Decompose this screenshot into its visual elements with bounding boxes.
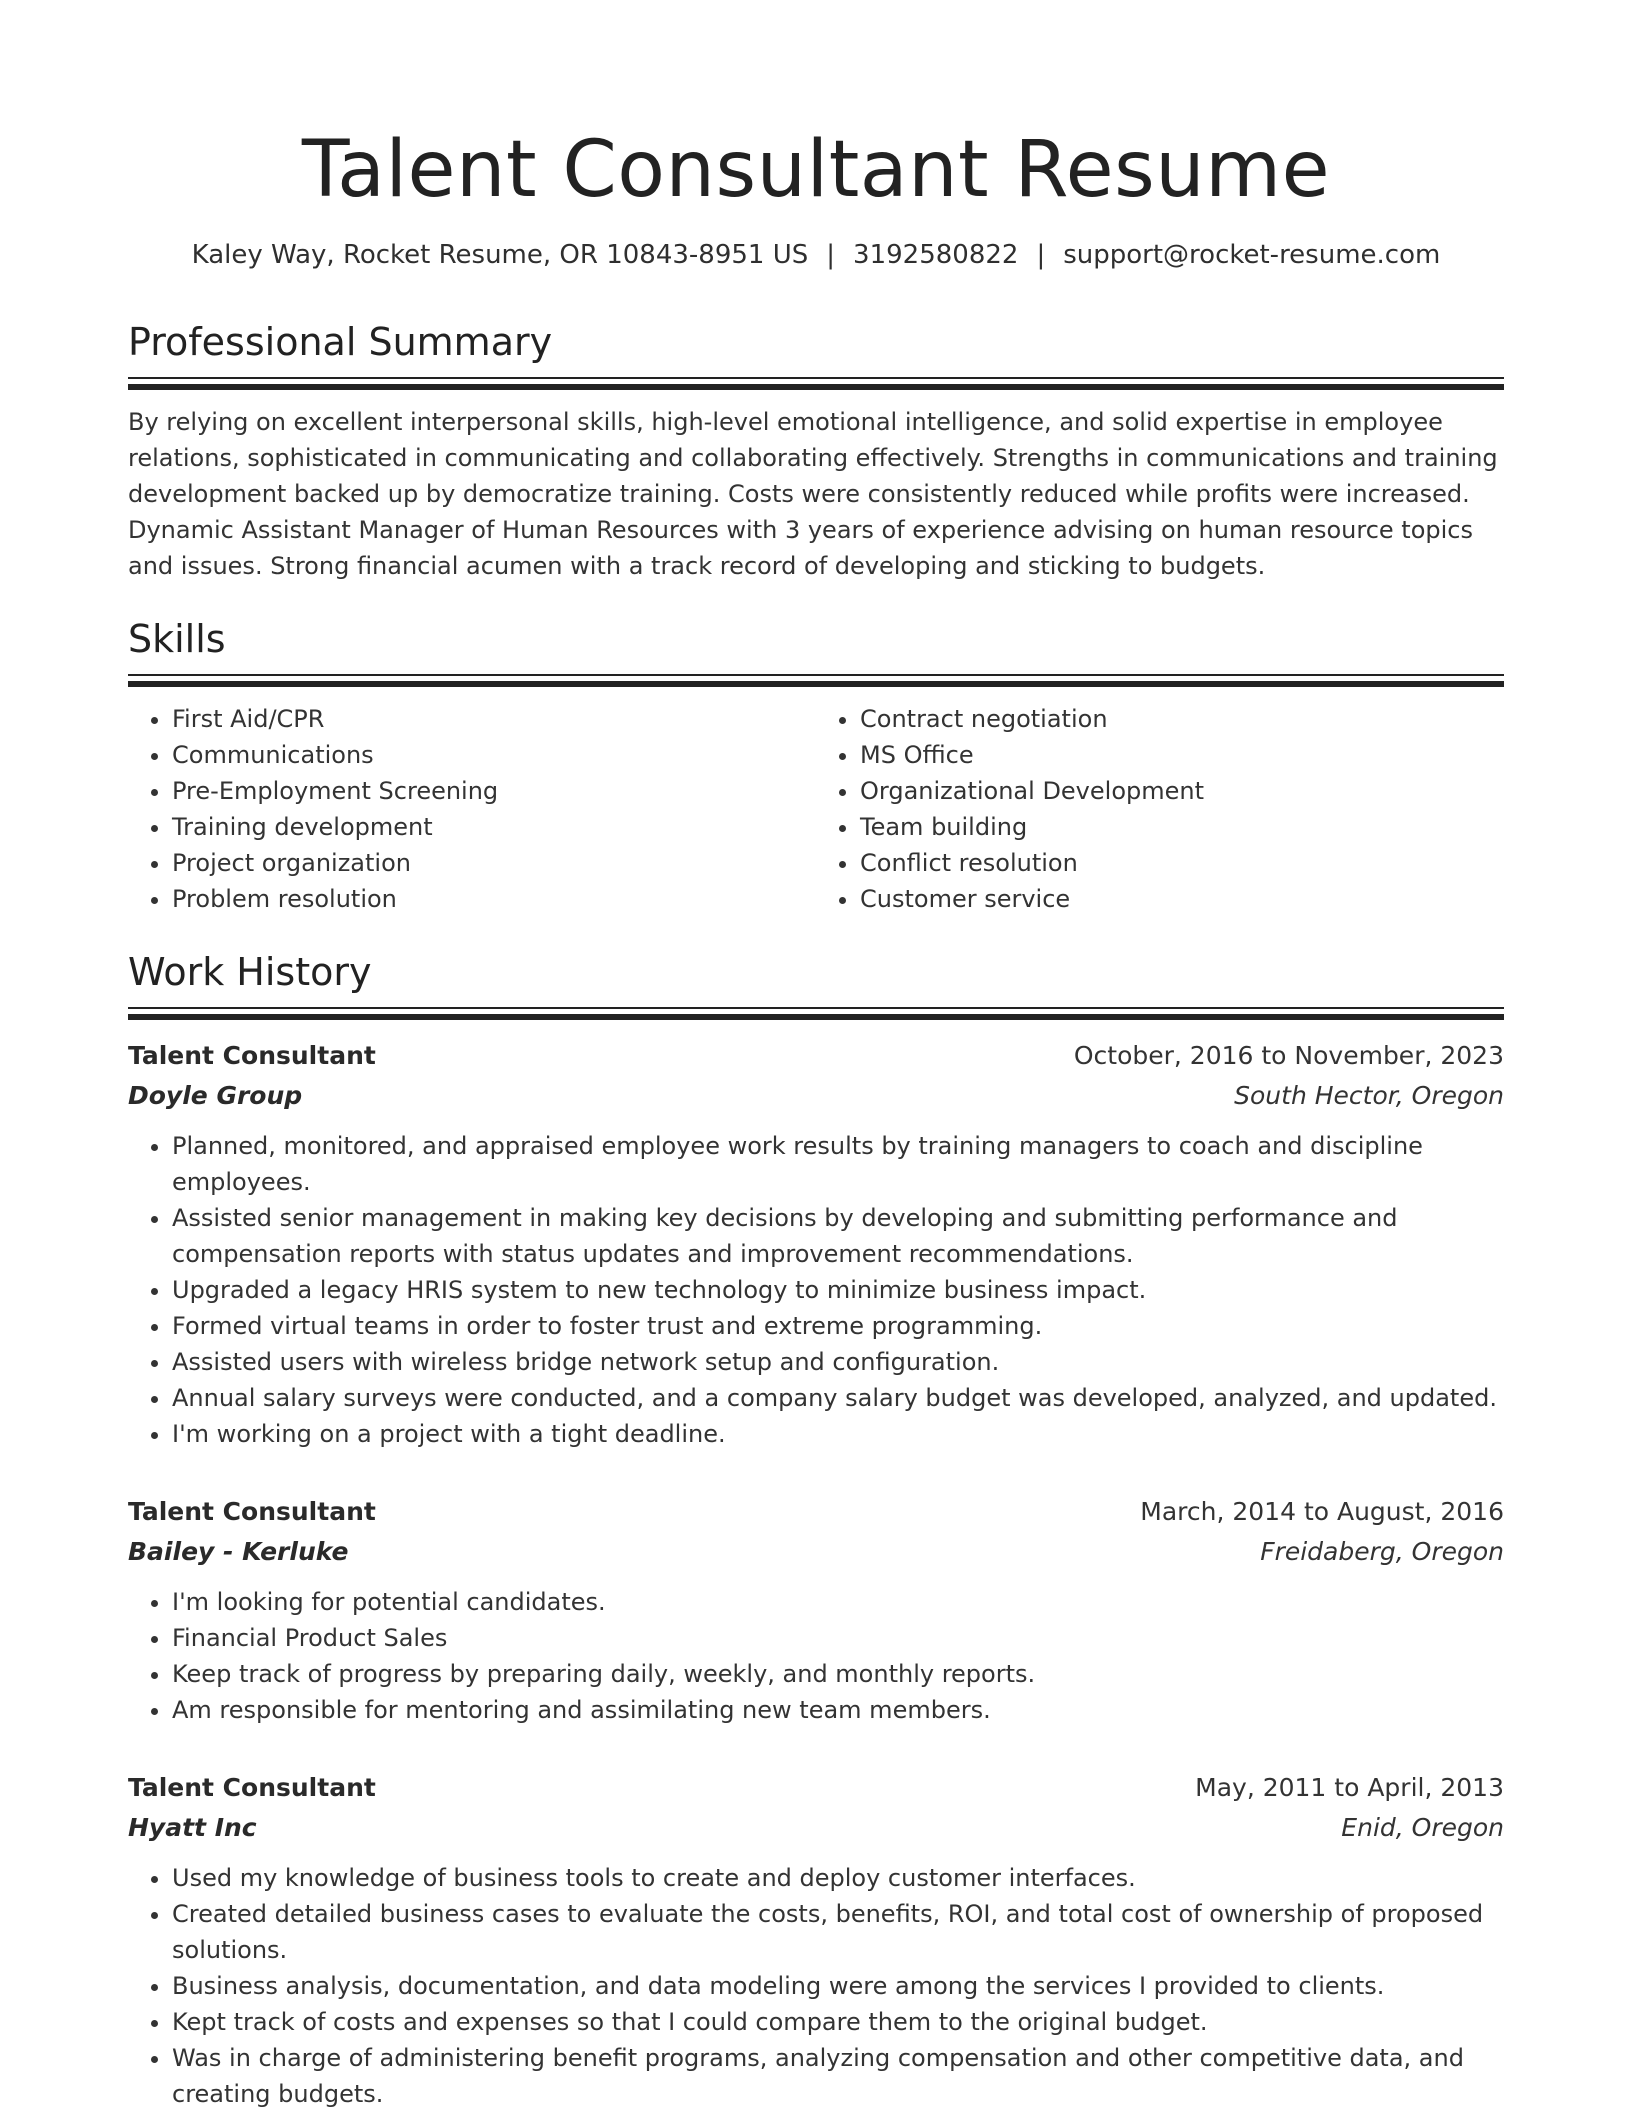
skill-item: • Customer service <box>860 881 1504 917</box>
job-dates: May, 2011 to April, 2013 <box>1195 1773 1504 1802</box>
job-bullet: • Assisted users with wireless bridge network setup and configuration. <box>172 1344 1504 1380</box>
section-divider-thick <box>128 384 1504 390</box>
work-history-section <box>128 947 1504 2112</box>
job-bullets <box>128 1860 1504 2112</box>
skill-item: • Conflict resolution <box>860 845 1504 881</box>
job-location: Enid, Oregon <box>1341 1813 1504 1842</box>
job-dates: March, 2014 to August, 2016 <box>1140 1497 1504 1526</box>
summary-heading: Professional Summary <box>128 320 553 364</box>
job-company: Bailey - Kerluke <box>128 1537 349 1566</box>
section-divider <box>128 674 1504 676</box>
job-bullets <box>128 1584 1504 1728</box>
job-location: South Hector, Oregon <box>1234 1081 1504 1110</box>
contact-phone: 3192580822 <box>853 240 1019 270</box>
job-entry <box>128 1770 1504 2112</box>
job-dates: October, 2016 to November, 2023 <box>1073 1041 1504 1070</box>
job-bullet: • Formed virtual teams in order to foster trust and extreme programming. <box>172 1308 1504 1344</box>
skill-item: • Pre-Employment Screening <box>172 773 816 809</box>
job-bullet: • Kept track of costs and expenses so that I could compare them to the original budget. <box>172 2004 1504 2040</box>
job-bullet: • Planned, monitored, and appraised employee work results by training managers to coach and discipline employees. <box>172 1128 1504 1200</box>
section-divider-thick <box>128 681 1504 687</box>
job-bullet: • Used my knowledge of business tools to create and deploy customer interfaces. <box>172 1860 1504 1896</box>
skill-item: • Project organization <box>172 845 816 881</box>
skill-item: • Training development <box>172 809 816 845</box>
section-divider <box>128 1007 1504 1009</box>
job-bullet: • I'm working on a project with a tight deadline. <box>172 1416 1504 1452</box>
skills-heading: Skills <box>128 617 226 661</box>
job-company-row <box>128 1074 1504 1114</box>
job-title: Talent Consultant <box>128 1773 376 1802</box>
summary-section <box>128 317 1504 584</box>
job-entry <box>128 1494 1504 1728</box>
job-bullet: • Am responsible for mentoring and assimilating new team members. <box>172 1692 1504 1728</box>
job-bullet: • Upgraded a legacy HRIS system to new technology to minimize business impact. <box>172 1272 1504 1308</box>
skill-item: • Team building <box>860 809 1504 845</box>
job-header-row <box>128 1494 1504 1530</box>
section-divider <box>128 377 1504 379</box>
job-bullets <box>128 1128 1504 1452</box>
job-bullet: • Was in charge of administering benefit programs, analyzing compensation and other competitive data, and creating budgets. <box>172 2040 1504 2112</box>
job-bullet: • I'm looking for potential candidates. <box>172 1584 1504 1620</box>
contact-separator: | <box>1036 240 1046 270</box>
skills-columns <box>128 701 1504 917</box>
summary-text: By relying on excellent interpersonal skills, high-level emotional intelligence, and solid expertise in employee relations, sophisticated in communicating and collaborating effectively. Strengths in communications and training development backed up by democratize training. Costs were consistently reduced while profits were increased. Dynamic Assistant Manager of Human Resources with 3 years of experience advising on human resource topics and issues. Strong financial acumen with a track record of developing and sticking to budgets. <box>128 408 1498 580</box>
section-divider-thick <box>128 1014 1504 1020</box>
contact-address: Kaley Way, Rocket Resume, OR 10843-8951 US <box>191 240 809 270</box>
job-entry <box>128 1038 1504 1452</box>
job-company: Hyatt Inc <box>128 1813 257 1842</box>
skill-item: • Organizational Development <box>860 773 1504 809</box>
skill-item: • Problem resolution <box>172 881 816 917</box>
skills-section <box>128 614 1504 917</box>
job-location: Freidaberg, Oregon <box>1260 1537 1504 1566</box>
work-history-heading: Work History <box>128 950 372 994</box>
skill-item: • MS Office <box>860 737 1504 773</box>
job-header-row <box>128 1038 1504 1074</box>
skill-item: • Contract negotiation <box>860 701 1504 737</box>
skills-list-left <box>128 701 816 917</box>
job-header-row <box>128 1770 1504 1806</box>
job-bullet: • Created detailed business cases to evaluate the costs, benefits, ROI, and total cost of ownership of proposed solutions. <box>172 1896 1504 1968</box>
contact-separator: | <box>826 240 836 270</box>
contact-email: support@rocket-resume.com <box>1063 240 1441 270</box>
job-bullet: • Keep track of progress by preparing daily, weekly, and monthly reports. <box>172 1656 1504 1692</box>
job-title: Talent Consultant <box>128 1497 376 1526</box>
skill-item: • Communications <box>172 737 816 773</box>
resume-title: Talent Consultant Resume <box>301 125 1331 215</box>
job-bullet: • Financial Product Sales <box>172 1620 1504 1656</box>
job-company: Doyle Group <box>128 1081 303 1110</box>
job-bullet: • Annual salary surveys were conducted, and a company salary budget was developed, analyzed, and updated. <box>172 1380 1504 1416</box>
contact-line <box>128 238 1504 272</box>
job-company-row <box>128 1806 1504 1846</box>
job-company-row <box>128 1530 1504 1570</box>
job-bullet: • Assisted senior management in making key decisions by developing and submitting performance and compensation reports with status updates and improvement recommendations. <box>172 1200 1504 1272</box>
job-title: Talent Consultant <box>128 1041 376 1070</box>
skill-item: • First Aid/CPR <box>172 701 816 737</box>
skills-list-right <box>816 701 1504 917</box>
job-bullet: • Business analysis, documentation, and data modeling were among the services I provided to clients. <box>172 1968 1504 2004</box>
